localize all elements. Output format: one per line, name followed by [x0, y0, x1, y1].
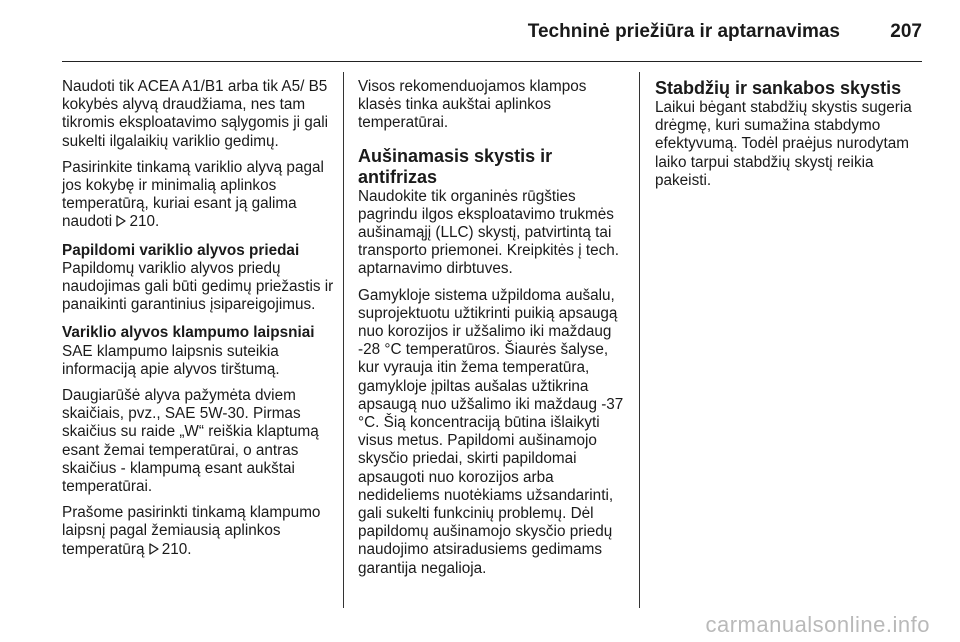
paragraph-choose-oil — [62, 159, 334, 232]
paragraph-select-viscosity — [62, 504, 334, 559]
header-divider — [62, 61, 922, 62]
heading-oil-additives: Papildomi variklio alyvos priedai — [62, 241, 300, 259]
heading-brake-clutch-fluid: Stabdžių ir sankabos skystis — [655, 78, 902, 98]
paragraph-text: Prašome pasirinkti tinkamą klampumo laipsnį pagal žemiausią aplinkos temperatūrą — [62, 504, 321, 558]
paragraph-oil-quality-warning: Naudoti tik ACEA A1/B1 arba tik A5/ B5 kokybės alyvą draudžiama, nes tam tikromis eksploatavimo sąlygomis ji gali sukelti ilgalaikių variklio gedimų. — [62, 78, 329, 150]
page-reference-link[interactable]: 210. — [129, 213, 160, 231]
column-divider-2 — [639, 72, 640, 608]
reference-arrow-icon — [116, 215, 126, 227]
column-2 — [358, 78, 630, 578]
column-1 — [62, 78, 334, 559]
paragraph-coolant-protection: Gamykloje sistema užpildoma aušalu, suprojektuotu užtikrinti puikią apsaugą nuo korozijos ir užšalimo iki maždaug -28 °C temperatūros. Šiaurės šalyse, kur vyrauja itin žema temperatūra, gamykloje įpiltas aušalas užtikrina apsaugą nuo užšalimo iki maždaug -37 °C. Šią koncentraciją būtina išlaikyti visus metus. Papildomi aušinamojo skysčio priedai, skirti papildomai apsaugoti nuo korozijos arba nedideliems nuotėkiams užsandarinti, gali sukelti funkcinių problemų. Dėl papildomų aušinamojo skysčio priedų naudojimo atsiradusiems gedimams garantija negalioja. — [358, 286, 624, 577]
paragraph-brake-fluid: Laikui bėgant stabdžių skystis sugeria drėgmę, kuri sumažina stabdymo efektyvumą. Todėl praėjus nurodytam laiko tarpui stabdžių skystį reikia pakeisti. — [655, 99, 912, 189]
paragraph-coolant-type: Naudokite tik organinės rūgšties pagrindu ilgos eksploatavimo trukmės aušinamąjį (LLC) skystį, patvirtintą tai transporto priemonei. Kreipkitės į tech. aptarnavimo dirbtuves. — [358, 187, 620, 278]
column-3 — [655, 78, 927, 190]
paragraph-multigrade-oil: Daugiarūšė alyva pažymėta dviem skaičiais, pvz., SAE 5W-30. Pirmas skaičius su raide „W“ reiškia klaptumą esant žemai temperatūrai, o antras skaičius - klampumą esant aukštai temperatūrai. — [62, 387, 319, 496]
reference-arrow-icon — [149, 543, 159, 555]
page-reference-link[interactable]: 210. — [161, 540, 192, 558]
page-number: 207 — [890, 21, 922, 42]
column-divider-1 — [343, 72, 344, 608]
heading-viscosity-grades: Variklio alyvos klampumo laipsniai — [62, 324, 315, 342]
paragraph-text: Pasirinkite tinkamą variklio alyvą pagal jos kokybę ir minimalią aplinkos temperatūrą, kuriai esant ją galima naudoti — [62, 158, 324, 231]
paragraph-oil-additives: Papildomų variklio alyvos priedų naudojimas gali būti gedimų priežastis ir panaikinti garantinius įsipareigojimus. — [62, 259, 334, 314]
heading-coolant-antifreeze: Aušinamasis skystis ir antifrizas — [358, 145, 553, 187]
page-header — [0, 0, 960, 62]
page-title: Techninė priežiūra ir aptarnavimas — [527, 21, 840, 42]
watermark: carmanualsonline.info — [705, 612, 930, 637]
paragraph-sae-viscosity: SAE klampumo laipsnis suteikia informaciją apie alyvos tirštumą. — [62, 342, 280, 378]
paragraph-viscosity-classes: Visos rekomenduojamos klampos klasės tinka aukštai aplinkos temperatūrai. — [358, 78, 587, 132]
